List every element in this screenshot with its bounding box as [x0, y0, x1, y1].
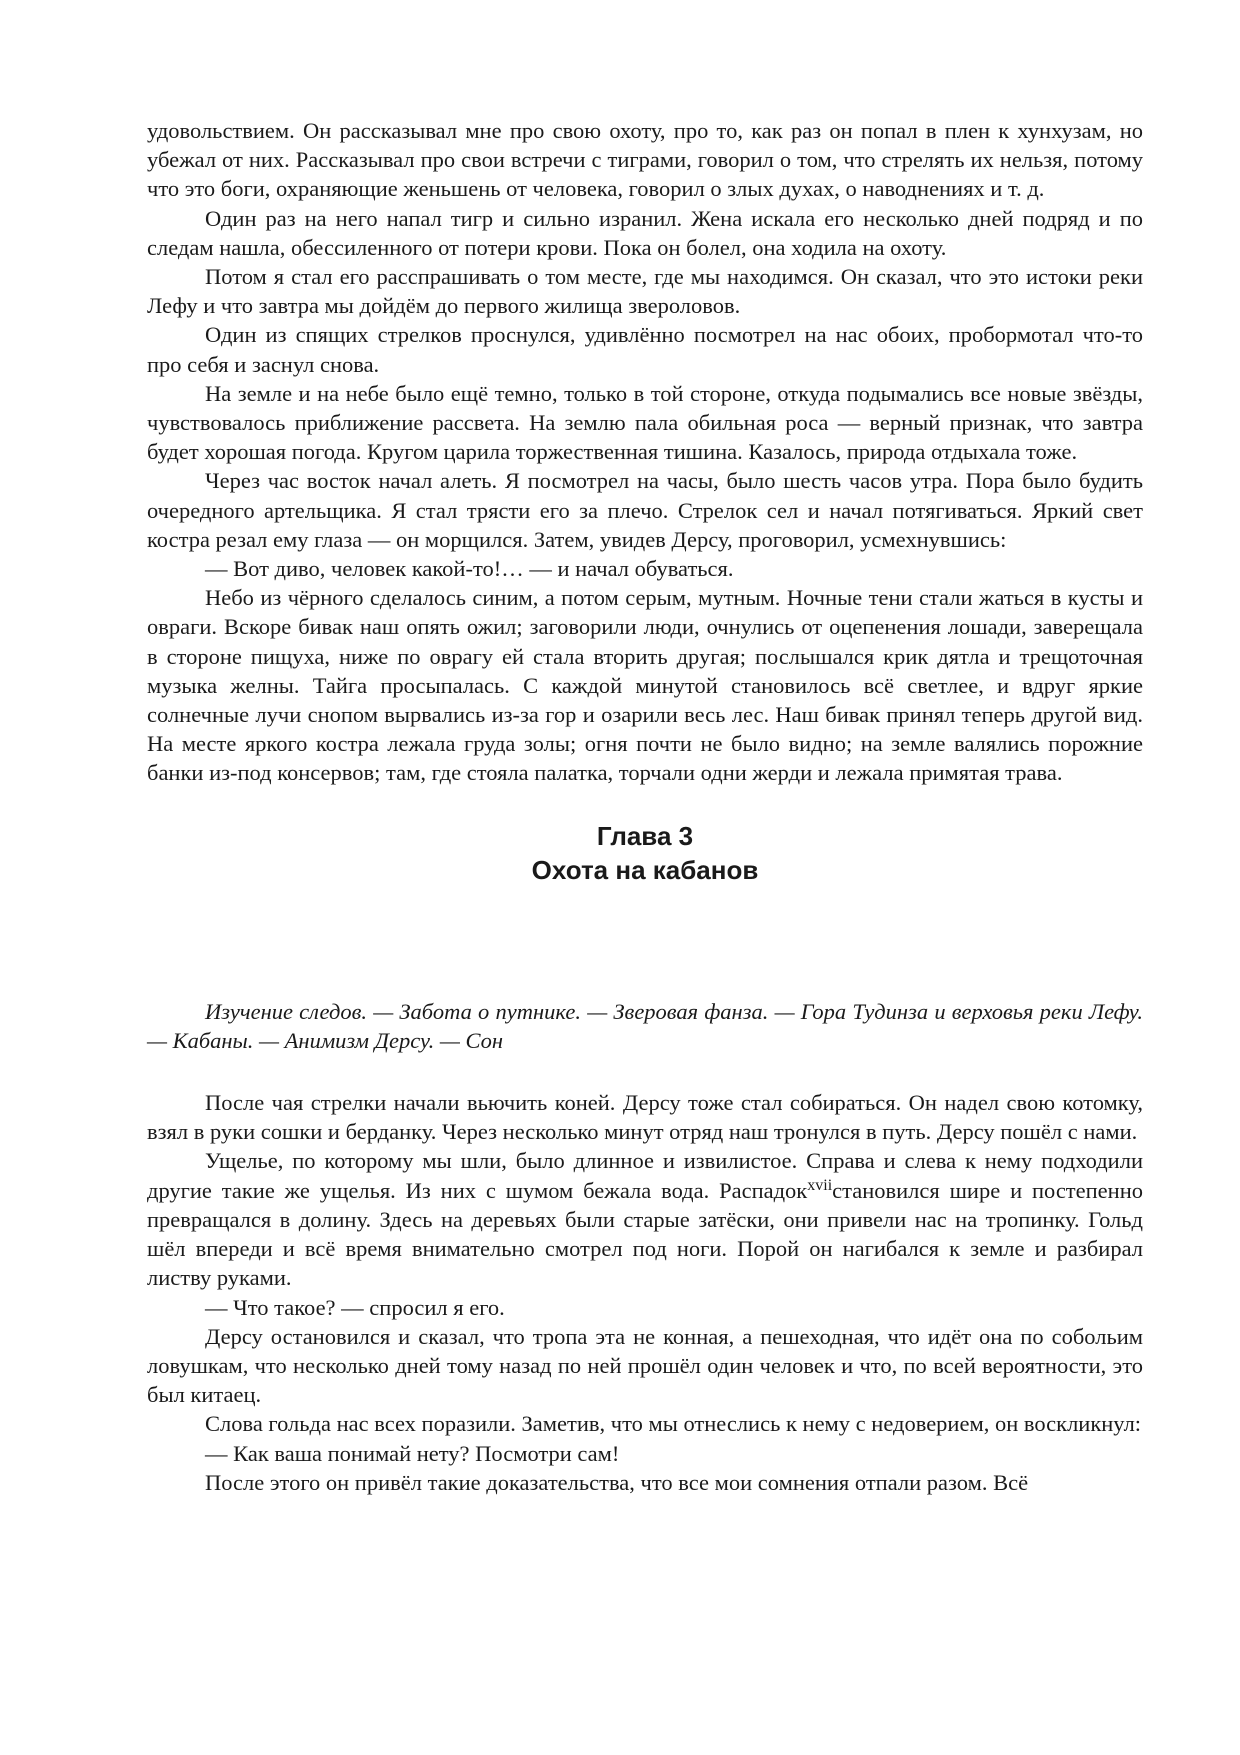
- paragraph-gorge-text-end: становился шире и постепенно превращался в долину. Здесь на деревьях были старые затёски, они привели нас на тропинку. Гольд шёл впереди и всё время внимательно смотрел под ноги. Порой он нагибался к земле и разбирал листву руками.: [147, 1177, 1143, 1291]
- paragraph-lefu-sources: Потом я стал его расспрашивать о том месте, где мы находимся. Он сказал, что это истоки реки Лефу и что завтра мы дойдём до первого жилища звероловов.: [147, 264, 1143, 319]
- paragraph-sleeping-rifleman: Один из спящих стрелков проснулся, удивлённо посмотрел на нас обоих, пробормотал что-то про себя и заснул снова.: [147, 322, 1143, 377]
- paragraph-morning-camp: Небо из чёрного сделалось синим, а потом серым, мутным. Ночные тени стали жаться в кусты и овраги. Вскоре бивак наш опять ожил; заговорили люди, очнулись от оцепенения лошади, заверещала в стороне пищуха, ниже по оврагу ей стала вторить другая; послышался крик дятла и трещоточная музыка желны. Тайга просыпалась. С каждой минутой становилось всё светлее, и вдруг яркие солнечные лучи снопом вырвались из-за гор и озарили весь лес. Наш бивак принял теперь другой вид. На месте яркого костра лежала груда золы; огня почти не было видно; на земле валялись порожние банки из-под консервов; там, где стояла палатка, торчали одни жерди и лежала примятая трава.: [147, 585, 1143, 786]
- paragraph-dialogue-divo: — Вот диво, человек какой-то!… — и начал обуваться.: [205, 556, 734, 582]
- paragraph-tiger-attack: Один раз на него напал тигр и сильно изранил. Жена искала его несколько дней подряд и по следам нашла, обессиленного от потери крови. Пока он болел, она ходила на охоту.: [147, 205, 1143, 260]
- paragraph-setting-out: После чая стрелки начали вьючить коней. Дерсу тоже стал собираться. Он надел свою котомку, взял в руки сошки и берданку. Через несколько минут отряд наш тронулся в путь. Дерсу пошёл с нами.: [147, 1090, 1143, 1145]
- paragraph-continuation: удовольствием. Он рассказывал мне про свою охоту, про то, как раз он попал в плен к хунхузам, но убежал от них. Рассказывал про свои встречи с тиграми, говорил о том, что стрелять их нельзя, потому что это боги, охраняющие женьшень от человека, говорил о злых духах, о наводнениях и т. д.: [147, 118, 1143, 202]
- chapter-heading: [147, 819, 1143, 887]
- paragraph-trail-analysis: Дерсу остановился и сказал, что тропа эта не конная, а пешеходная, что идёт она по собольим ловушкам, что несколько дней тому назад по ней прошёл один человек и что, по всей вероятности, это был китаец.: [147, 1323, 1143, 1408]
- paragraph-proofs: После этого он привёл такие доказательства, что все мои сомнения отпали разом. Всё: [205, 1469, 1029, 1495]
- footnote-marker: xvii: [807, 1176, 833, 1194]
- paragraph-disbelief: Слова гольда нас всех поразили. Заметив, что мы отнеслись к нему с недоверием, он воскликнул:: [205, 1411, 1142, 1437]
- chapter-number: Глава 3: [596, 820, 694, 851]
- paragraph-gorge-text-start: Ущелье, по которому мы шли, было длинное и извилистое. Справа и слева к нему подходили другие такие же ущелья. Из них с шумом бежала вода. Распадок: [147, 1148, 1143, 1203]
- paragraph-dialogue-look: — Как ваша понимай нету? Посмотри сам!: [205, 1440, 620, 1466]
- document-page: [147, 116, 1143, 1497]
- paragraph-waking-artelshchik: Через час восток начал алеть. Я посмотрел на часы, было шесть часов утра. Пора было будить очередного артельщика. Я стал трясти его за плечо. Стрелок сел и начал потягиваться. Яркий свет костра резал ему глаза — он морщился. Затем, увидев Дерсу, проговорил, усмехнувшись:: [147, 468, 1143, 552]
- paragraph-gorge: [147, 1146, 1143, 1292]
- chapter-title: Охота на кабанов: [531, 854, 759, 885]
- paragraph-dialogue-question: — Что такое? — спросил я его.: [205, 1294, 505, 1320]
- paragraph-dawn-approach: На земле и на небе было ещё темно, только в той стороне, откуда подымались все новые звёзды, чувствовалось приближение рассвета. На землю пала обильная роса — верный признак, что завтра будет хорошая погода. Кругом царила торжественная тишина. Казалось, природа отдыхала тоже.: [147, 380, 1143, 465]
- chapter-epigraph: Изучение следов. — Забота о путнике. — Зверовая фанза. — Гора Тудинза и верховья реки Лефу. — Кабаны. — Анимизм Дерсу. — Сон: [147, 998, 1143, 1053]
